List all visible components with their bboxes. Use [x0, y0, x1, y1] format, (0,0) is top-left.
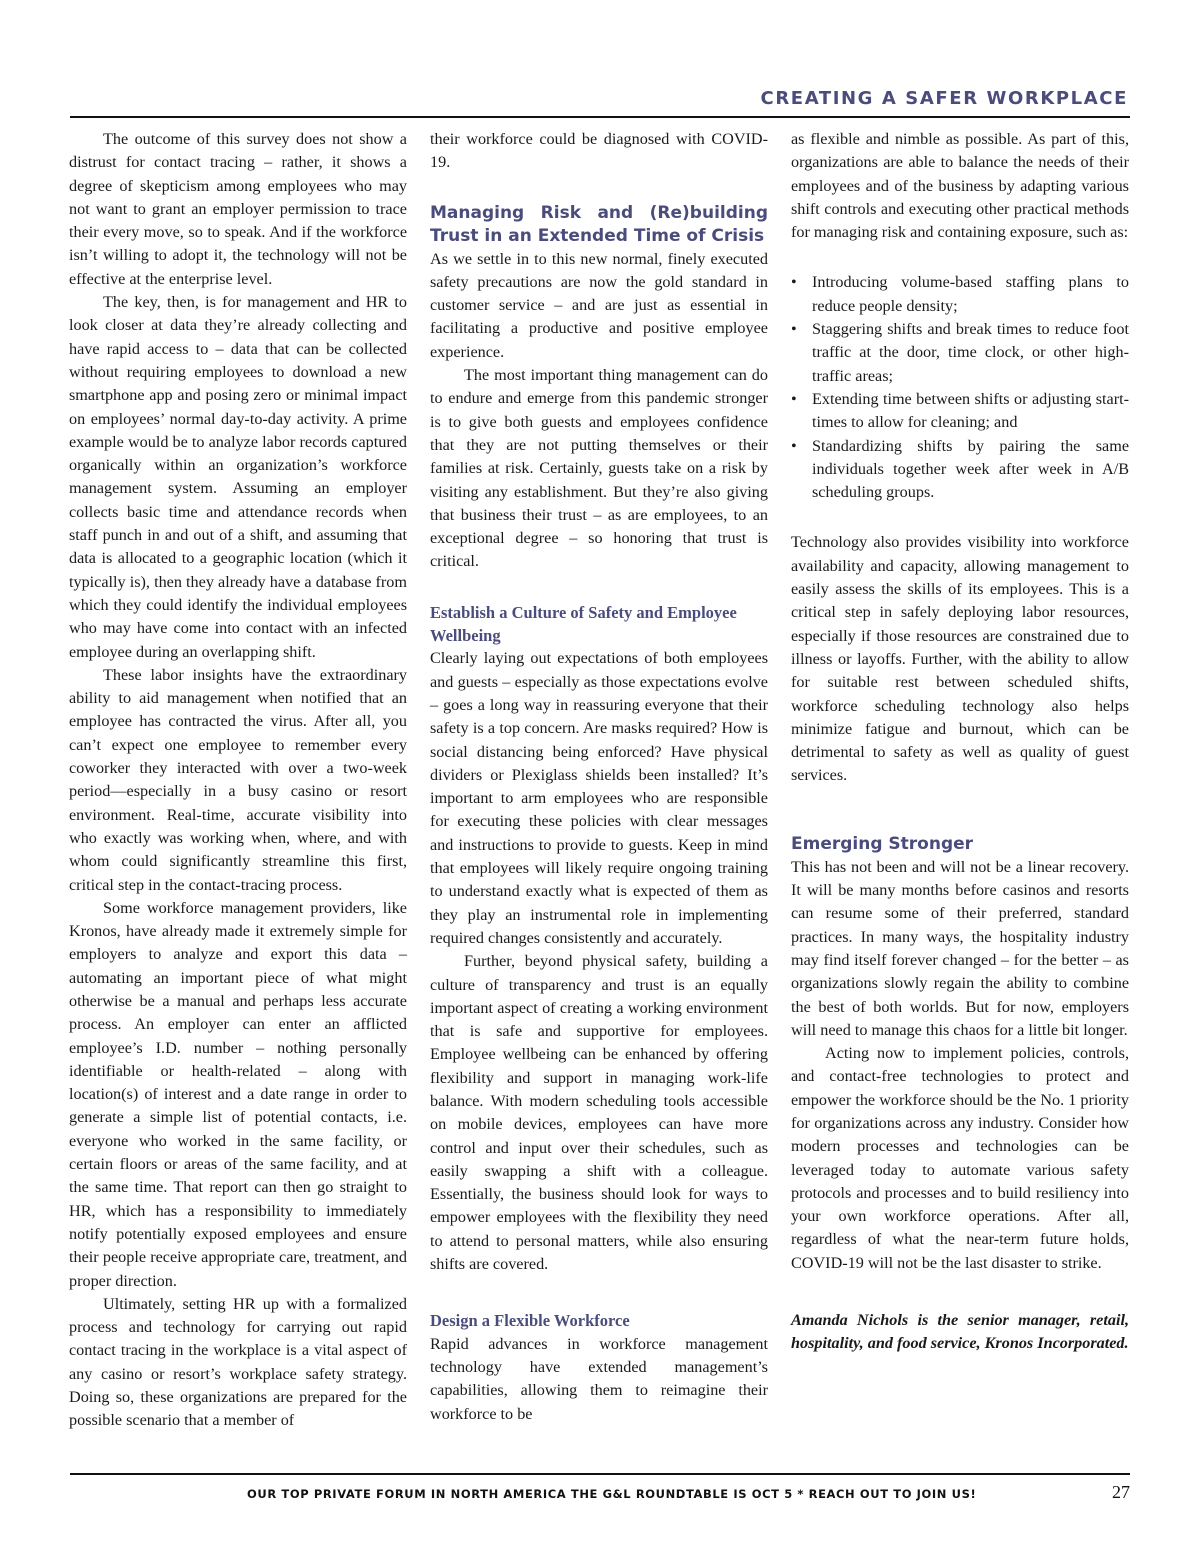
column-2: [430, 128, 768, 1426]
bullet-list: [791, 271, 1129, 504]
paragraph: Rapid advances in workforce management technology have extended management’s capabilities, allowing them to reimagine their workforce to be: [430, 1334, 768, 1423]
page-number: 27: [1112, 1482, 1130, 1502]
list-item-text: Standardizing shifts by pairing the same individuals together week after week in A/B scheduling groups.: [812, 436, 1129, 502]
column-1: [69, 128, 407, 1433]
paragraph: as flexible and nimble as possible. As part of this, organizations are able to balance the needs of their employees and of the business by adapting various shift controls and executing other practical methods for managing risk and containing exposure, such as:: [791, 130, 1129, 242]
header-rule: [70, 116, 1130, 118]
bullet-icon: •: [791, 436, 797, 455]
section-heading: Emerging Stronger: [791, 833, 974, 854]
bullet-icon: •: [791, 320, 797, 339]
author-byline: Amanda Nichols is the senior manager, retail, hospitality, and food service, Kronos Incorporated.: [791, 1311, 1129, 1353]
footer-rule: [70, 1473, 1130, 1475]
list-item-text: Extending time between shifts or adjusting start-times to allow for cleaning; and: [812, 389, 1129, 432]
column-3: [791, 128, 1129, 1356]
list-item: [791, 388, 1129, 435]
paragraph: Technology also provides visibility into workforce availability and capacity, allowing management to easily assess the skills of its employees. This is a critical step in safely deploying labor resources, especially if those resources are constrained due to illness or layoffs. Further, with the ability to allow for suitable rest between scheduled shifts, workforce scheduling technology also helps minimize fatigue and burnout, which can be detrimental to safety as well as quality of guest services.: [791, 533, 1129, 785]
list-item: [791, 435, 1129, 505]
list-item-text: Staggering shifts and break times to reduce foot traffic at the door, time clock, or other high-traffic areas;: [812, 320, 1129, 385]
bullet-icon: •: [791, 389, 797, 408]
bullet-icon: •: [791, 273, 797, 292]
paragraph: Ultimately, setting HR up with a formalized process and technology for carrying out rapid contact tracing in the workplace is a vital aspect of any casino or resort’s workplace safety strategy. Doing so, these organizations are prepared for the possible scenario that a member of: [69, 1294, 407, 1430]
paragraph: Further, beyond physical safety, building a culture of transparency and trust is an equally important aspect of creating a working environment that is safe and supportive for employees. Employee wellbeing can be enhanced by offering flexibility and support in managing work-life balance. With modern scheduling tools accessible on mobile devices, employees can have more control and input over their schedules, such as easily swapping a shift with a colleague. Essentially, the business should look for ways to empower employees with the flexibility they need to attend to personal matters, while also ensuring shifts are covered.: [430, 952, 768, 1274]
paragraph: their workforce could be diagnosed with COVID-19.: [430, 130, 768, 172]
list-item-text: Introducing volume-based staffing plans to reduce people density;: [812, 273, 1129, 315]
paragraph: The outcome of this survey does not show a distrust for contact tracing – rather, it shows a degree of skepticism among employees who may not want to grant an employer permission to trace their every move, so to speak. And if the workforce isn’t willing to adopt it, the technology will not be effective at the enterprise level.: [69, 130, 407, 288]
section-heading: Managing Risk and (Re)building Trust in an Extended Time of Crisis: [430, 202, 768, 246]
subsection-heading: Design a Flexible Workforce: [430, 1311, 630, 1331]
paragraph: These labor insights have the extraordinary ability to aid management when notified that an employee has contracted the virus. After all, you can’t expect one employee to remember every coworker they interacted with over a two-week period—especially in a busy casino or resort environment. Real-time, accurate visibility into who exactly was working when, where, and with whom could significantly streamline this first, critical step in the contact-tracing process.: [69, 665, 407, 894]
footer-banner: OUR TOP PRIVATE FORUM IN NORTH AMERICA THE G&L ROUNDTABLE IS OCT 5 * REACH OUT TO JOIN US!: [247, 1487, 977, 1501]
paragraph: Clearly laying out expectations of both employees and guests – especially as those expectations evolve – goes a long way in reassuring everyone that their safety is a top concern. Are masks required? How is social distancing being enforced? Have physical dividers or Plexiglass shields been installed? It’s important to arm employees who are responsible for executing these policies with clear messages and instructions to provide to guests. Keep in mind that employees will likely require ongoing training to understand exactly what is expected of them as they play an instrumental role in implementing required changes consistently and accurately.: [430, 649, 768, 947]
list-item: [791, 271, 1129, 318]
paragraph: As we settle in to this new normal, finely executed safety precautions are now the gold standard in customer service – and are just as essential in facilitating a productive and positive employee experience.: [430, 249, 768, 361]
subsection-heading: Establish a Culture of Safety and Employee Wellbeing: [430, 602, 737, 646]
paragraph: This has not been and will not be a linear recovery. It will be many months before casinos and resorts can resume some of their preferred, standard practices. In many ways, the hospitality industry may find itself forever changed – for the better – as organizations slowly regain the ability to combine the best of both worlds. But for now, employers will need to manage this chaos for a little bit longer.: [791, 857, 1129, 1039]
list-item: [791, 318, 1129, 388]
running-header: CREATING A SAFER WORKPLACE: [760, 88, 1128, 109]
paragraph: The most important thing management can do to endure and emerge from this pandemic stronger is to give both guests and employees confidence that they are not putting themselves or their families at risk. Certainly, guests take on a risk by visiting any establishment. But they’re also giving that business their trust – as are employees, to an exceptional degree – so honoring that trust is critical.: [430, 366, 768, 571]
paragraph: Acting now to implement policies, controls, and contact-free technologies to protect and empower the workforce should be the No. 1 priority for organizations across any industry. Consider how modern processes and technologies can be leveraged today to automate various safety protocols and processes and to build resiliency into your own workforce operations. After all, regardless of what the near-term future holds, COVID-19 will not be the last disaster to strike.: [791, 1044, 1129, 1272]
paragraph: The key, then, is for management and HR to look closer at data they’re already collecting and have rapid access to – data that can be collected without requiring employees to download a new smartphone app and posing zero or minimal impact on employees’ normal day-to-day activity. A prime example would be to analyze labor records captured organically within an organization’s workforce management system. Assuming an employer collects basic time and attendance records when staff punch in and out of a shift, and assuming that data is allocated to a geographic location (which it typically is), then they already have a database from which they could identify the individual employees who may have come into contact with an infected employee during an overlapping shift.: [69, 293, 407, 661]
paragraph: Some workforce management providers, like Kronos, have already made it extremely simple for employers to analyze and export this data – automating an important piece of what might otherwise be a manual and perhaps less accurate process. An employer can enter an afflicted employee’s I.D. number – nothing personally identifiable or health-related – along with location(s) of interest and a date range in order to generate a simple list of potential contacts, i.e. everyone who worked in the same facility, or certain floors or areas of the same facility, and at the same time. That report can then go straight to HR, which has a responsibility to immediately notify potentially exposed employees and ensure their people receive appropriate care, treatment, and proper direction.: [69, 898, 407, 1290]
